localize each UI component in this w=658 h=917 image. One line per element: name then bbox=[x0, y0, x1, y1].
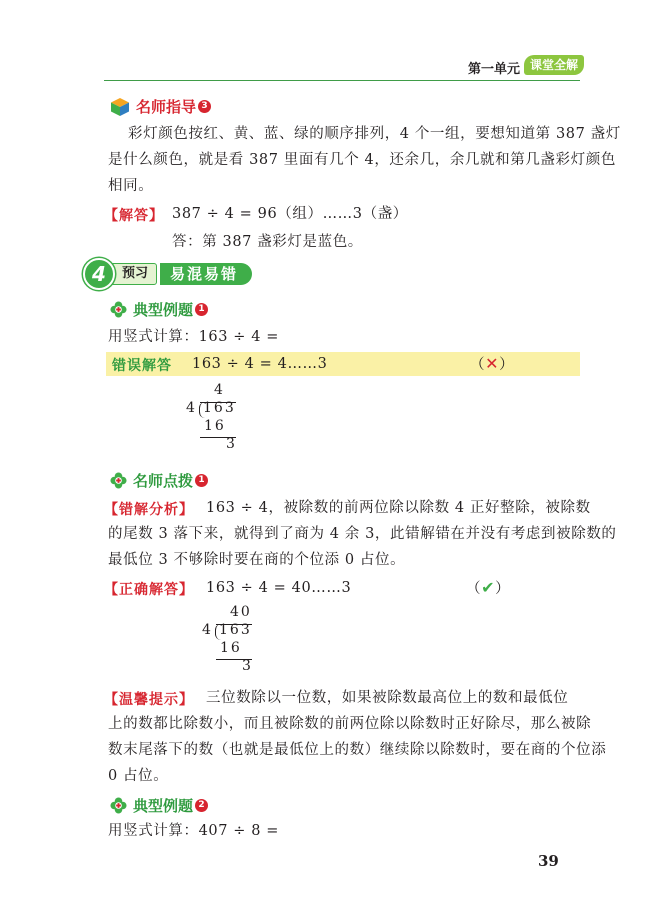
mark-open-paren: （ bbox=[466, 581, 482, 597]
teacher-guide-text bbox=[108, 121, 621, 199]
wrong-mark bbox=[470, 351, 514, 378]
teacher-guide-badge: 3 bbox=[198, 100, 211, 113]
reminder-label: 【温馨提示】 bbox=[104, 692, 194, 708]
divisor: 4 bbox=[186, 400, 197, 416]
cross-icon: ✕ bbox=[485, 354, 500, 373]
example2-badge: 2 bbox=[195, 799, 208, 812]
teacher-tip-title: 名师点拨 bbox=[133, 472, 194, 490]
product: 16 bbox=[220, 640, 242, 656]
page-number: 39 bbox=[538, 852, 559, 870]
answer-formula: 387 ÷ 4 = 96（组）……3（盏） bbox=[172, 206, 408, 222]
banner-prefix: 预习 bbox=[107, 263, 157, 285]
example1-question: 用竖式计算：163 ÷ 4 = bbox=[108, 329, 280, 345]
correct-answer-label: 【正确解答】 bbox=[104, 582, 194, 598]
mark-close-paren: ） bbox=[495, 581, 511, 597]
dividend: 163 bbox=[203, 400, 236, 416]
answer-label: 【解答】 bbox=[104, 208, 164, 224]
remainder: 3 bbox=[242, 658, 253, 674]
section-tag: 课堂全解 bbox=[524, 55, 584, 75]
text-line: 最低位 3 不够除时要在商的个位添 0 占位。 bbox=[108, 552, 406, 568]
quotient: 40 bbox=[230, 604, 252, 620]
correct-long-division bbox=[202, 604, 282, 674]
flower-icon bbox=[110, 301, 127, 318]
text-line: 相同。 bbox=[108, 178, 154, 194]
example1-badge: 1 bbox=[195, 303, 208, 316]
correct-answer-formula: 163 ÷ 4 = 40……3 bbox=[206, 580, 352, 596]
wrong-long-division bbox=[186, 382, 266, 452]
wrong-answer-label: 错误解答 bbox=[112, 358, 172, 374]
teacher-guide-title: 名师指导 bbox=[136, 98, 197, 116]
example2-title: 典型例题 bbox=[133, 797, 194, 815]
text-line: 上的数都比除数小，而且被除数的前两位除以除数时正好除尽，那么被除 bbox=[108, 716, 592, 732]
wrong-answer-formula: 163 ÷ 4 = 4……3 bbox=[192, 356, 328, 372]
text-line: 彩灯颜色按红、黄、蓝、绿的顺序排列，4 个一组，要想知道第 387 盏灯 bbox=[128, 126, 621, 142]
example1-title: 典型例题 bbox=[133, 301, 194, 319]
dividend: 163 bbox=[219, 622, 252, 638]
flower-icon bbox=[110, 797, 127, 814]
text-line: 0 占位。 bbox=[108, 768, 169, 784]
mark-open-paren: （ bbox=[470, 357, 486, 373]
text-line: 三位数除以一位数，如果被除数最高位上的数和最低位 bbox=[206, 690, 569, 706]
cube-icon bbox=[110, 97, 130, 117]
header-divider bbox=[104, 80, 580, 81]
example2-heading bbox=[110, 795, 208, 816]
section-banner bbox=[83, 260, 252, 288]
teacher-guide-heading bbox=[110, 96, 211, 117]
product: 16 bbox=[204, 418, 226, 434]
text-line: 的尾数 3 落下来，就得到了商为 4 余 3，此错解错在并没有考虑到被除数的 bbox=[108, 526, 617, 542]
text-line: 163 ÷ 4，被除数的前两位除以除数 4 正好整除，被除数 bbox=[206, 500, 591, 516]
text-line: 数末尾落下的数（也就是最低位上的数）继续除以除数时，要在商的个位添 bbox=[108, 742, 607, 758]
remainder: 3 bbox=[226, 436, 237, 452]
text-line: 是什么颜色，就是看 387 里面有几个 4，还余几，余几就和第几盏彩灯颜色 bbox=[108, 152, 616, 168]
answer-text: 答：第 387 盏彩灯是蓝色。 bbox=[172, 234, 363, 250]
quotient: 4 bbox=[214, 382, 225, 398]
example2-question: 用竖式计算：407 ÷ 8 = bbox=[108, 823, 280, 839]
banner-number: 4 bbox=[83, 258, 115, 290]
mark-close-paren: ） bbox=[499, 357, 515, 373]
correct-mark bbox=[466, 575, 510, 602]
divisor: 4 bbox=[202, 622, 213, 638]
example1-heading bbox=[110, 299, 208, 320]
teacher-tip-heading bbox=[110, 470, 208, 491]
banner-title: 易混易错 bbox=[160, 263, 252, 285]
flower-icon bbox=[110, 472, 127, 489]
analysis-text bbox=[108, 495, 617, 573]
analysis-label: 【错解分析】 bbox=[104, 502, 194, 518]
unit-title: 第一单元 bbox=[467, 62, 520, 77]
check-icon: ✔ bbox=[481, 578, 496, 597]
reminder-text bbox=[108, 685, 606, 789]
teacher-tip-badge: 1 bbox=[195, 474, 208, 487]
